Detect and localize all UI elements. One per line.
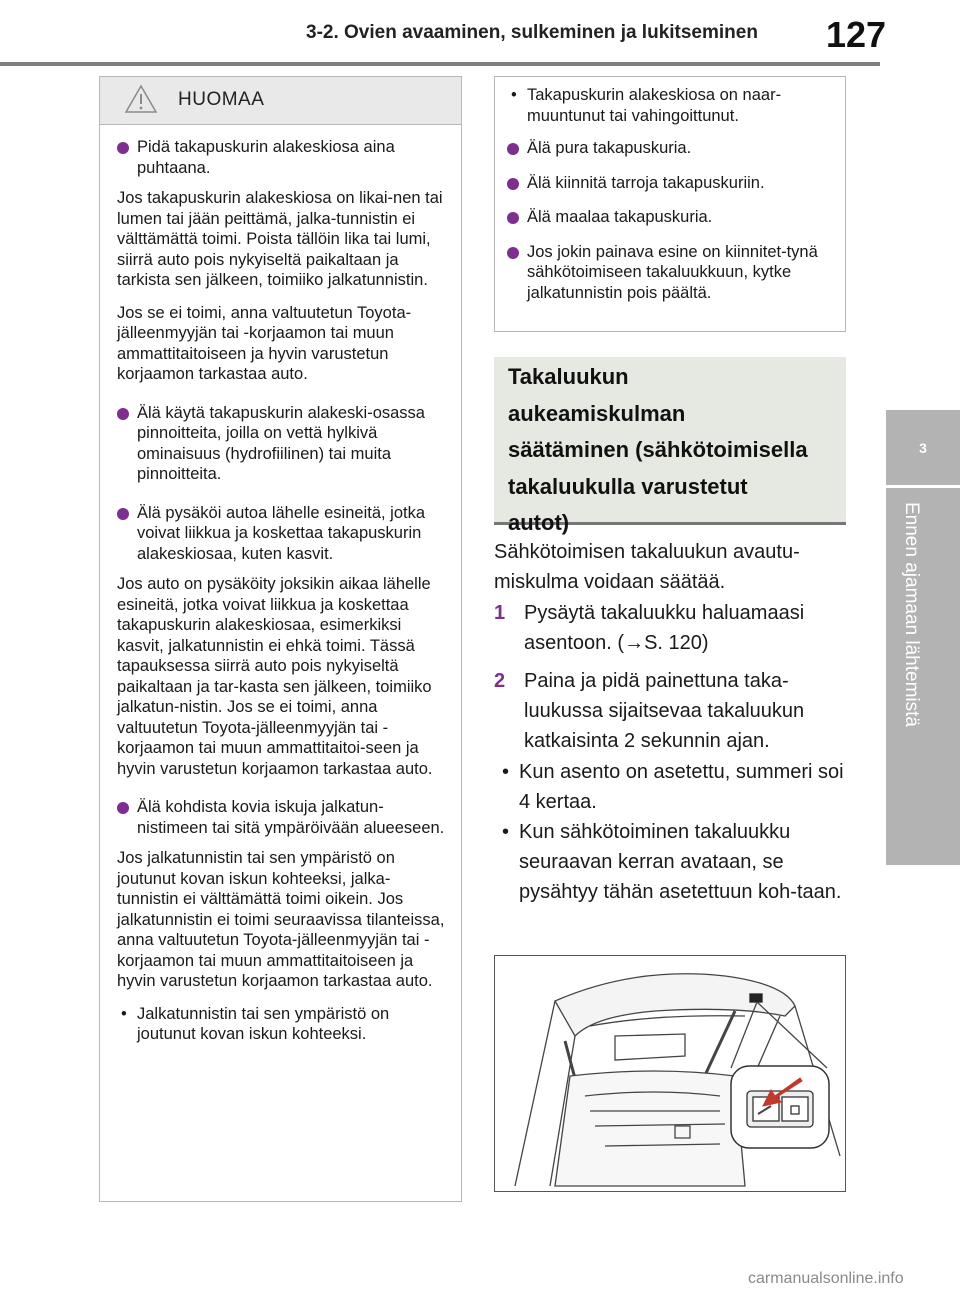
- bullet-text: Pidä takapuskurin alakeskiosa aina puhtaana.: [137, 138, 395, 177]
- caution-paragraph: Jos se ei toimi, anna valtuutetun Toyota-jälleenmyyjän tai -korjaamon tai muun ammattitaitoiseen ja hyvin varustetun korjaamon tarkastaa auto.: [117, 303, 412, 383]
- caution-paragraph: Jos jalkatunnistin tai sen ympäristö on joutunut kovan iskun kohteeksi, jalka-tunnistin ei välttämättä toimi oikein. Jos jalkatunnistin ei toimi seuraavissa tilanteissa, anna valtuutetun Toyota-jälleenmyyjän tai -korjaamon tai muun ammattitaitoiseen ja hyvin varustetun korjaamon tarkastaa auto.: [117, 849, 445, 990]
- page-number: 127: [826, 14, 887, 55]
- caution-continuation-box: [494, 76, 846, 332]
- car-rear-cargo-drawing: [495, 956, 846, 1192]
- step-text: Paina ja pidä painettuna taka-luukussa sijaitsevaa takaluukun katkaisinta 2 sekunnin ajan.: [524, 670, 805, 752]
- bullet-dot-icon: [507, 178, 519, 190]
- header-rule: [0, 62, 880, 66]
- dash-text: Jalkatunnistin tai sen ympäristö on joutunut kovan iskun kohteeksi.: [137, 1004, 390, 1043]
- caution-title: HUOMAA: [178, 89, 265, 110]
- info-item: [494, 817, 846, 907]
- dash-mark: •: [511, 86, 517, 104]
- bullet-text: Älä pysäköi autoa lähelle esineitä, jotka voivat liikkua ja koskettaa takapuskurin alakeskiosaa, kuten kasvit.: [137, 503, 426, 563]
- bullet-dot-icon: [117, 508, 129, 520]
- bullet-text: Älä pura takapuskuria.: [527, 139, 692, 157]
- section-heading-line: takaluukulla varustetut: [508, 473, 748, 499]
- bullet-text: Älä kohdista kovia iskuja jalkatun-nistimeen tai sitä ympäröivään alueeseen.: [137, 798, 445, 837]
- step-number: 2: [494, 670, 506, 692]
- caution-box: [99, 76, 462, 1202]
- section-title: 3-2. Ovien avaaminen, sulkeminen ja lukitseminen: [306, 22, 758, 43]
- chapter-side-tab: [886, 410, 960, 865]
- warning-triangle-icon: [124, 84, 158, 114]
- step-1: [494, 598, 846, 658]
- chapter-number: 3: [919, 440, 927, 456]
- bullet-dot-icon: [117, 142, 129, 154]
- caution-bullet: [117, 503, 447, 565]
- caution-bullet: [507, 242, 831, 304]
- bullet-text: Älä maalaa takapuskuria.: [527, 208, 713, 226]
- caution-body: [100, 125, 461, 1045]
- caution-paragraph: Jos takapuskurin alakeskiosa on likai-nen tai lumen tai jään peittämä, jalka-tunnistin ei välttämättä toimi. Poista tällöin lika tai lumi, siirrä auto pois nykyiseltä paikaltaan ja tarkista sen jälkeen, toimiiko jalkatunnistin.: [117, 189, 443, 289]
- bullet-text: Älä kiinnitä tarroja takapuskuriin.: [527, 173, 765, 192]
- caution-dash-item: [117, 1004, 447, 1045]
- bullet-dot-icon: [117, 408, 129, 420]
- chapter-title: Ennen ajamaan lähtemistä: [901, 502, 922, 727]
- list-bullet: •: [502, 761, 510, 783]
- caution-dash-item: [507, 85, 831, 126]
- section-heading-line: aukeamiskulman: [508, 400, 686, 426]
- section-intro: Sähkötoimisen takaluukun avautu-miskulma voidaan säätää.: [494, 541, 800, 593]
- bullet-dot-icon: [507, 143, 519, 155]
- info-text: Kun sähkötoiminen takaluukku seuraavan kerran avataan, se pysähtyy tähän asetettuun koh-taan.: [519, 821, 842, 903]
- bullet-text: Jos jokin painava esine on kiinnitet-tynä sähkötoimiseen takaluukkuun, kytke jalkatunnistin pois päältä.: [527, 242, 818, 302]
- list-bullet: •: [502, 821, 510, 843]
- section-heading-line: autot): [508, 510, 570, 535]
- caution-bullet: [507, 207, 831, 228]
- chapter-tab-divider: [886, 485, 960, 488]
- bullet-dot-icon: [507, 212, 519, 224]
- caution-bullet: [507, 138, 831, 159]
- section-heading-line: Takaluukun: [508, 364, 629, 389]
- caution-bullet: [117, 137, 447, 178]
- caution-bullet: [117, 403, 447, 485]
- step-text: Pysäytä takaluukku haluamaasi asentoon. (→S. 120): [524, 602, 805, 654]
- info-item: [494, 757, 846, 817]
- bullet-dot-icon: [507, 247, 519, 259]
- dash-text: Takapuskurin alakeskiosa on naar-muuntunut tai vahingoittunut.: [527, 86, 782, 125]
- back-door-switch-illustration: [494, 955, 846, 1192]
- step-number: 1: [494, 602, 506, 624]
- bullet-dot-icon: [117, 802, 129, 814]
- dash-mark: •: [121, 1004, 127, 1023]
- info-text: Kun asento on asetettu, summeri soi 4 kertaa.: [519, 761, 844, 813]
- caution-header: [100, 77, 461, 125]
- section-heading-box: [494, 357, 846, 535]
- bullet-text: Älä käytä takapuskurin alakeski-osassa pinnoitteita, joilla on vettä hylkivä ominaisuus (hydrofiilinen) tai muita pinnoitteita.: [137, 403, 425, 483]
- watermark: carmanualsonline.info: [748, 1270, 904, 1287]
- section-heading-line: säätäminen (sähkötoimisella: [508, 437, 808, 462]
- caution-bullet: [507, 173, 831, 194]
- caution-bullet: [117, 797, 447, 838]
- caution-paragraph: Jos auto on pysäköity joksikin aikaa lähelle esineitä, jotka voivat liikkua ja koskettaa takapuskurin alakeskiosaa, esimerkiksi kasvit, jalkatunnistin ei ehkä toimi. Tässä tapauksessa siirrä auto pois nykyiseltä paikaltaan ja tar-kasta sen jälkeen, toimiiko jalkatun-nistin. Jos se ei toimi, anna valtuutetun Toyota-jälleenmyyjän tai -korjaamon tai muun ammattitaitoi-seen ja hyvin varustetun korjaamon tarkastaa auto.: [117, 575, 433, 778]
- step-2: [494, 666, 846, 756]
